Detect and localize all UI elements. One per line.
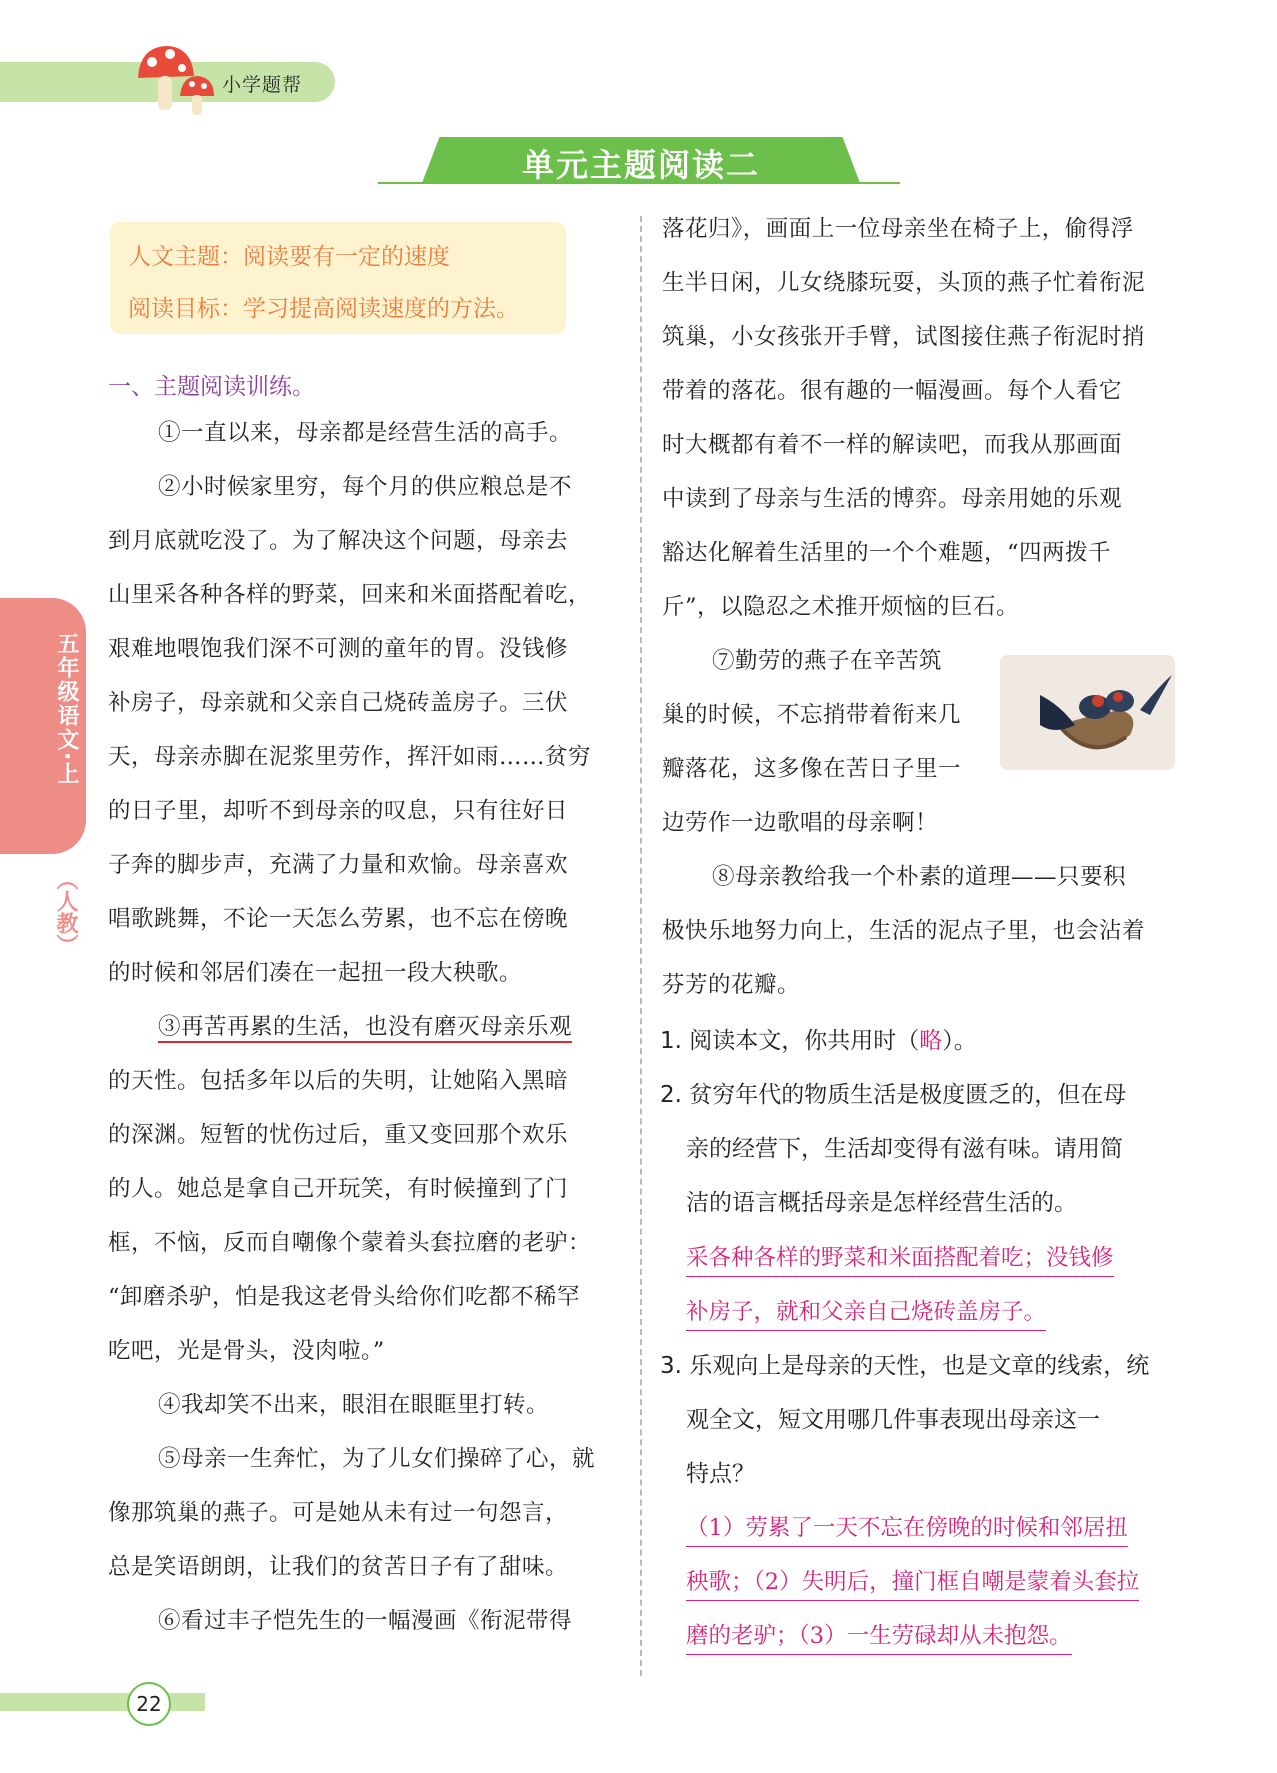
page-number: 22: [136, 1692, 162, 1716]
passage-line: 瓣落花，这多像在苦日子里一: [662, 756, 962, 782]
passage-line: 吃吧，光是骨头，没肉啦。”: [108, 1338, 385, 1364]
swallow-nest-photo: [1000, 655, 1175, 770]
passage-line: 边劳作一边歌唱的母亲啊！: [662, 810, 939, 836]
grade-label: 五年级语文·上: [54, 632, 79, 787]
passage-line: 到月底就吃没了。为了解决这个问题，母亲去: [108, 528, 569, 554]
passage-line: “卸磨杀驴，怕是我这老骨头给你们吃都不稀罕: [108, 1284, 581, 1310]
answer-2-line: 补房子，就和父亲自己烧砖盖房子。: [686, 1301, 1046, 1331]
footer-band: [0, 1693, 205, 1711]
passage-line: 子奔的脚步声，充满了力量和欢愉。母亲喜欢: [108, 852, 569, 878]
page-title: 单元主题阅读二: [521, 146, 760, 184]
passage-line: 总是笑语朗朗，让我们的贫苦日子有了甜味。: [108, 1554, 569, 1580]
passage-line: 山里采各种各样的野菜，回来和米面搭配着吃，: [108, 582, 592, 608]
question-3-line: 3. 乐观向上是母亲的天性，也是文章的线索，统: [660, 1353, 1150, 1379]
question-3-line: 特点？: [686, 1461, 755, 1487]
answer-3-line: （1）劳累了一天不忘在傍晚的时候和邻居扭: [686, 1517, 1128, 1547]
question-1-close: ）。: [942, 1028, 977, 1054]
passage-line: 豁达化解着生活里的一个个难题，“四两拨千: [662, 540, 1112, 566]
passage-line: 的时候和邻居们凑在一起扭一段大秧歌。: [108, 960, 523, 986]
passage-line: 的日子里，却听不到母亲的叹息，只有往好日: [108, 798, 569, 824]
passage-line: 落花归》，画面上一位母亲坐在椅子上，偷得浮: [662, 216, 1134, 242]
passage-line: ⑦勤劳的燕子在辛苦筑: [712, 648, 943, 674]
passage-line: 补房子，母亲就和父亲自己烧砖盖房子。三伏: [108, 690, 569, 716]
passage-line: 的人。她总是拿自己开玩笑，有时候撞到了门: [108, 1176, 569, 1202]
column-divider: [640, 216, 642, 1676]
question-1-text: 1. 阅读本文，你共用时（: [660, 1028, 920, 1054]
passage-line: 生半日闲，儿女绕膝玩耍，头顶的燕子忙着衔泥: [662, 270, 1146, 296]
passage-line: 天，母亲赤脚在泥浆里劳作，挥汗如雨……贫穷: [108, 744, 592, 770]
passage-line: ①一直以来，母亲都是经营生活的高手。: [158, 420, 573, 446]
question-2-line: 亲的经营下，生活却变得有滋有味。请用简: [686, 1136, 1123, 1162]
question-2-line: 2. 贫穷年代的物质生活是极度匮乏的，但在母: [660, 1082, 1127, 1108]
passage-line: ④我却笑不出来，眼泪在眼眶里打转。: [158, 1392, 550, 1418]
mushroom-icon: [130, 40, 220, 120]
answer-3-line: 磨的老驴；（3）一生劳碌却从未抱怨。: [686, 1625, 1072, 1655]
answer-2-line: 采各种各样的野菜和米面搭配着吃；没钱修: [686, 1247, 1114, 1277]
passage-line: 筑巢，小女孩张开手臂，试图接住燕子衔泥时捎: [662, 324, 1146, 350]
passage-line: 唱歌跳舞，不论一天怎么劳累，也不忘在傍晚: [108, 906, 569, 932]
theme-reading-goal: 阅读目标：学习提高阅读速度的方法。: [128, 296, 519, 322]
passage-line: 的天性。包括多年以后的失明，让她陷入黑暗: [108, 1068, 569, 1094]
question-1: [660, 1030, 977, 1053]
passage-line: 像那筑巢的燕子。可是她从未有过一句怨言，: [108, 1500, 569, 1526]
passage-line: 带着的落花。很有趣的一幅漫画。每个人看它: [662, 378, 1123, 404]
passage-line: 框，不恼，反而自嘲像个蒙着头套拉磨的老驴：: [108, 1230, 592, 1256]
passage-line-underlined: ③再苦再累的生活，也没有磨灭母亲乐观: [158, 1014, 573, 1040]
question-2-line: 洁的语言概括母亲是怎样经营生活的。: [686, 1190, 1077, 1216]
passage-line: 芬芳的花瓣。: [662, 972, 801, 998]
answer-3-line: 秧歌；（2）失明后，撞门框自嘲是蒙着头套拉: [686, 1571, 1139, 1601]
passage-line: 极快乐地努力向上，生活的泥点子里，也会沾着: [662, 918, 1146, 944]
passage-line: ⑥看过丰子恺先生的一幅漫画《衔泥带得: [158, 1608, 573, 1634]
passage-line: ②小时候家里穷，每个月的供应粮总是不: [158, 474, 573, 500]
passage-line: 时大概都有着不一样的解读吧，而我从那画面: [662, 432, 1123, 458]
theme-humanities: 人文主题：阅读要有一定的速度: [128, 244, 450, 270]
edition-label: （人教）: [53, 868, 78, 956]
section-heading: 一、主题阅读训练。: [108, 374, 315, 400]
passage-line: 斤”，以隐忍之术推开烦恼的巨石。: [662, 594, 1020, 620]
passage-line: 的深渊。短暂的忧伤过后，重又变回那个欢乐: [108, 1122, 569, 1148]
passage-line: 巢的时候，不忘捎带着衔来几: [662, 702, 962, 728]
brand-name: 小学题帮: [222, 74, 303, 96]
passage-line: ⑤母亲一生奔忙，为了儿女们操碎了心，就: [158, 1446, 596, 1472]
passage-line: ⑧母亲教给我一个朴素的道理——只要积: [712, 864, 1127, 890]
question-1-answer: 略: [919, 1028, 943, 1054]
question-3-line: 观全文，短文用哪几件事表现出母亲这一: [686, 1407, 1100, 1433]
passage-line: 艰难地喂饱我们深不可测的童年的胃。没钱修: [108, 636, 569, 662]
passage-line: 中读到了母亲与生活的博弈。母亲用她的乐观: [662, 486, 1123, 512]
